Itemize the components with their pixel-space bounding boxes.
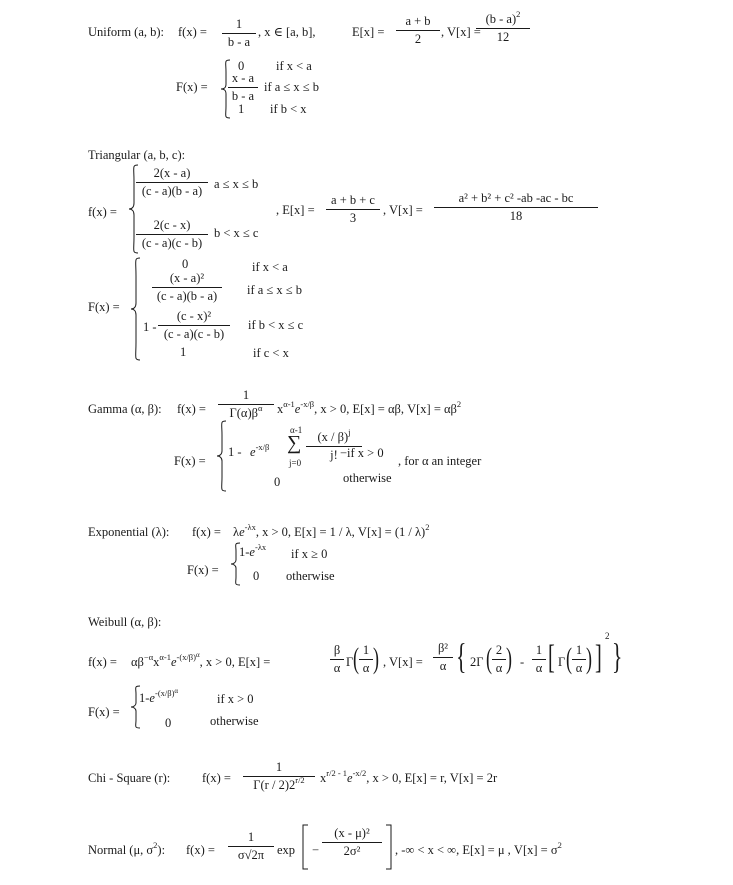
exponential-pdf-lhs: f(x) = xyxy=(192,525,221,539)
uniform-domain: , x ∈ [a, b], xyxy=(258,25,316,39)
uniform-cdf-cond3: if b < x xyxy=(270,102,307,116)
triangular-cdf-case2: (x - a)² (c - a)(b - a) xyxy=(152,271,222,304)
uniform-cdf-cond2: if a ≤ x ≤ b xyxy=(264,80,320,94)
gamma-cdf-sum-bottom: j=0 xyxy=(289,458,302,468)
chisquare-pdf-lhs: f(x) = xyxy=(202,771,231,785)
uniform-mean-fraction: a + b 2 xyxy=(396,14,440,47)
triangular-title: Triangular (a, b, c): xyxy=(88,148,186,162)
triangular-var-fraction: a² + b² + c² -ab -ac - bc 18 xyxy=(434,191,598,224)
triangular-mean-lhs: , E[x] = xyxy=(276,203,315,217)
exponential-cdf-case2: 0 xyxy=(253,569,260,583)
gamma-cdf-case2: 0 xyxy=(274,475,281,489)
exponential-cdf-case1: $1-e^{-\lambda x}$ xyxy=(239,542,267,559)
weibull-var-lparen: ( xyxy=(486,642,492,675)
gamma-cdf-exp: $e^{-x/\beta}$ xyxy=(250,442,270,459)
gamma-cdf-lhs: F(x) = xyxy=(174,454,206,468)
gamma-cdf-sum-top: α-1 xyxy=(290,425,303,435)
triangular-mean-fraction: a + b + c 3 xyxy=(326,193,380,226)
weibull-mean-gamma: Γ xyxy=(346,655,354,669)
gamma-cdf-one-minus: 1 - xyxy=(228,445,242,459)
weibull-var-lparen-3: ( xyxy=(566,642,572,675)
triangular-pdf-lhs: f(x) = xyxy=(88,205,117,219)
weibull-mean-fraction: β α xyxy=(330,643,344,676)
triangular-cdf-case1: 0 xyxy=(182,257,189,271)
weibull-var-fraction: β² α xyxy=(433,641,453,674)
gamma-cdf-cond2: otherwise xyxy=(343,471,392,485)
triangular-cdf-case3-pre: 1 - xyxy=(143,320,157,334)
triangular-pdf-piece1: 2(x - a) (c - a)(b - a) xyxy=(136,166,208,199)
triangular-cdf-case4: 1 xyxy=(180,345,187,359)
weibull-cdf-case2: 0 xyxy=(165,716,172,730)
weibull-mean-lparen: ( xyxy=(353,642,359,675)
uniform-mean-lhs: E[x] = xyxy=(352,25,385,39)
triangular-pdf-cond1: a ≤ x ≤ b xyxy=(214,177,259,191)
gamma-pdf-body: $x^{\alpha-1}e^{-x/\beta}$, x > 0, E[x] = αβ, $V[x] = \alpha\beta^2$ xyxy=(277,399,462,416)
weibull-var-two-gamma: 2Γ xyxy=(470,655,484,669)
weibull-pdf-lhs: f(x) = xyxy=(88,655,117,669)
gamma-pdf-fraction: 1 $\Gamma(\alpha)\beta^\alpha$ xyxy=(218,388,274,421)
triangular-cdf-brace xyxy=(130,256,142,362)
exponential-title: Exponential (λ): xyxy=(88,525,170,539)
triangular-cdf-cond2: if a ≤ x ≤ b xyxy=(247,283,303,297)
weibull-pdf-body: $\alpha\beta^{-\alpha}x^{\alpha-1}e^{-(x/\beta)^\alpha}$, x > 0, E[x] = xyxy=(131,651,271,669)
exponential-pdf-body: $\lambda e^{-\lambda x}$, x > 0, E[x] = 1 / λ, V[x] = (1 / λ)$^2$ xyxy=(233,522,430,539)
weibull-mean-rparen: ) xyxy=(373,642,379,675)
weibull-var-square: 2 xyxy=(605,631,610,641)
normal-pdf-lhs: f(x) = xyxy=(186,843,215,857)
triangular-cdf-case3: (c - x)² (c - a)(c - b) xyxy=(158,309,230,342)
uniform-cdf-cond1: if x < a xyxy=(276,59,312,73)
uniform-cdf-case1: 0 xyxy=(238,59,245,73)
weibull-var-lhs: , V[x] = xyxy=(383,655,423,669)
weibull-var-rbracket: ] xyxy=(595,639,602,676)
triangular-cdf-cond4: if c < x xyxy=(253,346,289,360)
normal-exponent-fraction: (x - μ)² 2σ² xyxy=(322,826,382,859)
uniform-pdf-fraction: 1 b - a xyxy=(222,17,256,50)
weibull-var-rbrace: } xyxy=(612,636,623,676)
chisquare-pdf-fraction: 1 $\Gamma(r / 2)2^{r/2}$ xyxy=(243,760,315,793)
uniform-cdf-lhs: F(x) = xyxy=(176,80,208,94)
gamma-cdf-cond1: −if x > 0 xyxy=(340,446,384,460)
weibull-var-rparen: ) xyxy=(506,642,512,675)
normal-pdf-tail: , -∞ < x < ∞, E[x] = μ , $V[x] = \sigma^2$ xyxy=(395,840,562,857)
weibull-var-inner-fraction-3: 1 α xyxy=(572,643,586,676)
weibull-var-minus: - xyxy=(520,655,525,669)
triangular-pdf-piece2: 2(c - x) (c - a)(c - b) xyxy=(136,218,208,251)
normal-title: Normal (μ, $\sigma^2$): xyxy=(88,840,166,857)
weibull-var-inner-fraction-2: 2 α xyxy=(492,643,506,676)
normal-pdf-fraction: 1 σ√2π xyxy=(228,830,274,863)
normal-minus: − xyxy=(312,843,320,857)
weibull-var-lbracket: [ xyxy=(548,639,555,676)
weibull-cdf-case1: $1-e^{-(x/\beta)^\alpha}$ xyxy=(139,687,179,705)
weibull-cdf-lhs: F(x) = xyxy=(88,705,120,719)
exponential-cdf-lhs: F(x) = xyxy=(187,563,219,577)
triangular-cdf-lhs: F(x) = xyxy=(88,300,120,314)
exponential-cdf-cond1: if x ≥ 0 xyxy=(291,547,328,561)
exponential-cdf-cond2: otherwise xyxy=(286,569,335,583)
normal-left-bracket xyxy=(302,824,310,870)
gamma-cdf-fraction: (x / β)$^j$ j! xyxy=(306,430,362,463)
gamma-title: Gamma (α, β): xyxy=(88,402,162,416)
weibull-title: Weibull (α, β): xyxy=(88,615,162,629)
gamma-cdf-sum: ∑ xyxy=(287,432,302,454)
normal-exp: exp xyxy=(277,843,296,857)
uniform-pdf-lhs: f(x) = xyxy=(178,25,207,39)
triangular-cdf-cond1: if x < a xyxy=(252,260,288,274)
weibull-var-lbrace: { xyxy=(456,636,467,676)
uniform-cdf-case2: x - a b - a xyxy=(228,71,258,104)
chisquare-pdf-body: $x^{r/2 - 1}e^{-x/2}$, x > 0, E[x] = r, V[x] = 2r xyxy=(320,768,498,785)
triangular-pdf-cond2: b < x ≤ c xyxy=(214,226,259,240)
chisquare-title: Chi - Square (r): xyxy=(88,771,171,785)
gamma-pdf-lhs: f(x) = xyxy=(177,402,206,416)
gamma-cdf-note: , for α an integer xyxy=(398,454,482,468)
weibull-var-rparen-3: ) xyxy=(586,642,592,675)
uniform-var-fraction: (b - a)$^2$ 12 xyxy=(476,12,530,45)
uniform-var-lhs: , V[x] = xyxy=(441,25,481,39)
triangular-var-lhs: , V[x] = xyxy=(383,203,423,217)
triangular-cdf-cond3: if b < x ≤ c xyxy=(248,318,304,332)
weibull-var-gamma: Γ xyxy=(558,655,566,669)
weibull-cdf-cond1: if x > 0 xyxy=(217,692,254,706)
gamma-cdf-brace xyxy=(216,419,228,493)
uniform-cdf-case3: 1 xyxy=(238,102,245,116)
weibull-var-minus-fraction: 1 α xyxy=(532,643,546,676)
normal-right-bracket xyxy=(385,824,393,870)
weibull-cdf-cond2: otherwise xyxy=(210,714,259,728)
uniform-title: Uniform (a, b): xyxy=(88,25,165,39)
weibull-mean-inner-fraction: 1 α xyxy=(359,643,373,676)
